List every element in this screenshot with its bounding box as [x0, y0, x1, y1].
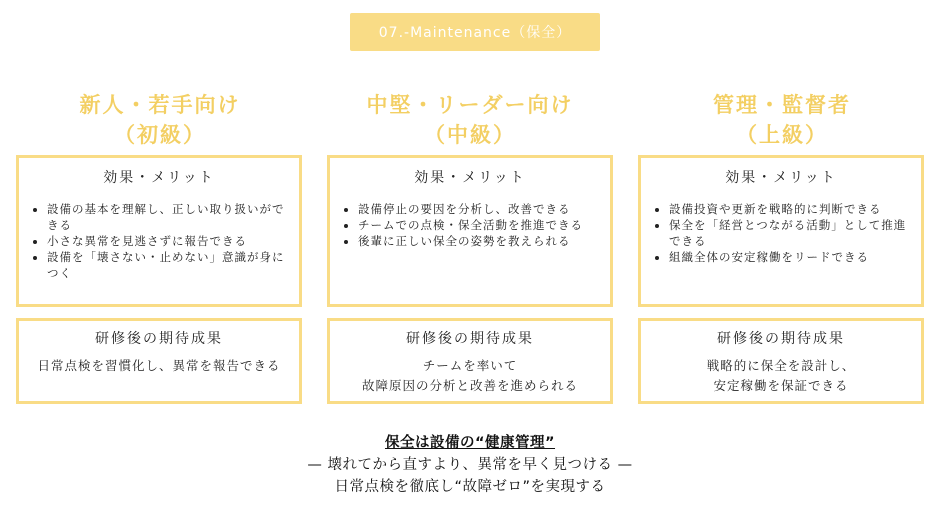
column-title-line1: 管理・監督者 — [713, 93, 851, 117]
outcome-line2: 安定稼働を保証できる — [713, 378, 849, 393]
list-item: • 小さな異常を見逃さずに報告できる — [47, 233, 289, 249]
benefits-list — [641, 201, 921, 265]
column-title-line1: 中堅・リーダー向け — [366, 93, 574, 117]
list-item: • 保全を「経営とつながる活動」として推進できる — [669, 217, 911, 249]
outcome-line1: 日常点検を習慣化し、異常を報告できる — [37, 358, 281, 373]
footer-line3: 日常点検を徹底し“故障ゼロ”を実現する — [334, 479, 606, 495]
benefits-list — [330, 201, 610, 249]
column-title-line1: 新人・若手向け — [79, 93, 241, 117]
list-item: • 設備の基本を理解し、正しい取り扱いができる — [47, 201, 289, 233]
outcome-line2: 故障原因の分析と改善を進められる — [361, 378, 578, 393]
outcome-heading: 研修後の期待成果 — [406, 331, 534, 347]
column-title-advanced — [632, 90, 932, 150]
footer-message — [0, 432, 940, 498]
benefits-heading: 効果・メリット — [414, 170, 526, 186]
list-item: • チームでの点検・保全活動を推進できる — [358, 217, 600, 233]
benefits-card-beginner — [16, 155, 302, 307]
outcome-line1: チームを率いて — [422, 358, 518, 373]
outcome-heading: 研修後の期待成果 — [717, 331, 845, 347]
section-badge: 07.-Maintenance（保全） — [350, 13, 600, 51]
benefits-heading: 効果・メリット — [103, 170, 215, 186]
outcome-card-beginner — [16, 318, 302, 404]
benefits-card-advanced — [638, 155, 924, 307]
list-item: • 設備を「壊さない・止めない」意識が身につく — [47, 249, 289, 281]
column-title-line2: （初級） — [114, 123, 206, 147]
column-title-beginner — [10, 90, 310, 150]
outcome-card-intermediate — [327, 318, 613, 404]
benefits-card-intermediate — [327, 155, 613, 307]
outcome-card-advanced — [638, 318, 924, 404]
list-item: • 後輩に正しい保全の姿勢を教えられる — [358, 233, 600, 249]
footer-line2: — 壊れてから直すより、異常を早く見つける — — [307, 457, 633, 473]
benefits-heading: 効果・メリット — [725, 170, 837, 186]
column-title-line2: （上級） — [736, 123, 828, 147]
column-title-intermediate — [320, 90, 620, 150]
outcome-line1: 戦略的に保全を設計し、 — [706, 358, 856, 373]
column-title-line2: （中級） — [424, 123, 516, 147]
list-item: • 設備停止の要因を分析し、改善できる — [358, 201, 600, 217]
footer-heading: 保全は設備の“健康管理” — [384, 435, 556, 451]
list-item: • 設備投資や更新を戦略的に判断できる — [669, 201, 911, 217]
outcome-heading: 研修後の期待成果 — [95, 331, 223, 347]
benefits-list — [19, 201, 299, 281]
list-item: • 組織全体の安定稼働をリードできる — [669, 249, 911, 265]
